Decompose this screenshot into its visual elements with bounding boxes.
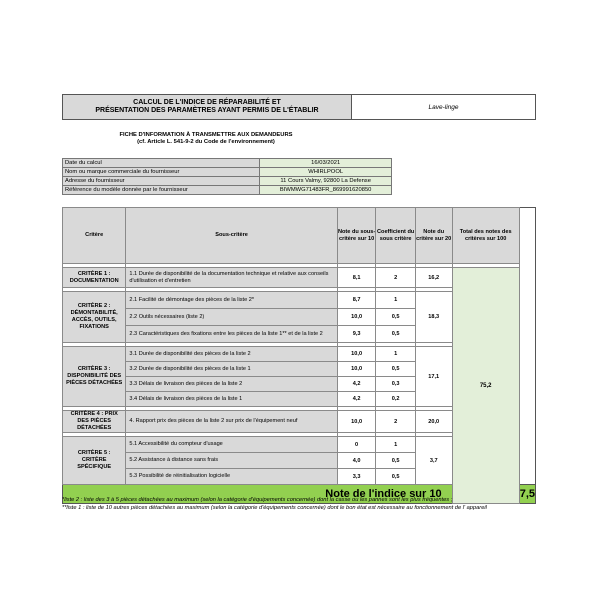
info-value: 16/03/2021 — [260, 159, 392, 168]
criterion-3-label: CRITÈRE 3 : DISPONIBILITÉ DES PIÈCES DÉTACHÉES — [63, 347, 126, 407]
sub-criterion-coef: 1 — [376, 347, 415, 362]
sub-criterion-label: 3.3 Délais de livraison des pièces de la liste 2 — [126, 377, 337, 392]
col-header-coef: Coefficient du sous critère — [376, 208, 415, 264]
footnote-liste-1: **liste 1 : liste de 10 autres pièces détachées au maximum (selon la catégorie d'équipements concernée) dont le bon état est nécessaire au fonctionnement de l' appareil — [62, 504, 487, 511]
sub-criterion-coef: 0,3 — [376, 377, 415, 392]
info-row — [63, 168, 392, 177]
col-header-sous-critere: Sous-critère — [126, 208, 337, 264]
sub-criterion-note: 10,0 — [337, 309, 376, 326]
header-table — [62, 94, 536, 120]
sub-criterion-label: 3.2 Durée de disponibilité des pièces de la liste 1 — [126, 362, 337, 377]
criterion-5-label: CRITÈRE 5 : CRITÈRE SPÉCIFIQUE — [63, 437, 126, 485]
sub-criterion-note: 10,0 — [337, 362, 376, 377]
criterion-4-score: 20,0 — [415, 411, 452, 433]
final-score-value: 7,5 — [519, 485, 535, 504]
subtitle-line-2: (cf. Article L. 541-9-2 du Code de l'environnement) — [137, 139, 275, 145]
document-title — [63, 95, 352, 120]
sub-criterion-label: 3.1 Durée de disponibilité des pièces de la liste 2 — [126, 347, 337, 362]
product-type: Lave-linge — [352, 95, 536, 120]
sub-criterion-note: 4,0 — [337, 453, 376, 469]
info-value: WHIRLPOOL — [260, 168, 392, 177]
criterion-1-score: 16,2 — [415, 268, 452, 288]
sub-criterion-coef: 1 — [376, 437, 415, 453]
info-label: Référence du modèle donnée par le fournisseur — [63, 186, 260, 195]
sub-criterion-coef: 2 — [376, 411, 415, 433]
title-line-1: CALCUL DE L'INDICE DE RÉPARABILITÉ ET — [133, 98, 281, 106]
sub-criterion-label: 2.1 Facilité de démontage des pièces de la liste 2* — [126, 292, 337, 309]
sub-criterion-note: 10,0 — [337, 411, 376, 433]
col-header-total: Total des notes des critères sur 100 — [452, 208, 519, 264]
sub-criterion-note: 9,3 — [337, 326, 376, 343]
info-row — [63, 159, 392, 168]
col-header-note-critere: Note du critère sur 20 — [415, 208, 452, 264]
sub-criterion-note: 0 — [337, 437, 376, 453]
sub-criterion-coef: 1 — [376, 292, 415, 309]
sub-criterion-label: 1.1 Durée de disponibilité de la documentation technique et relative aux conseils d'utilisation et d'entretien — [126, 268, 337, 288]
sub-criterion-coef: 0,5 — [376, 469, 415, 485]
sub-criterion-note: 4,2 — [337, 392, 376, 407]
info-row — [63, 177, 392, 186]
sub-criterion-note: 3,3 — [337, 469, 376, 485]
footnote-liste-2: *liste 2 : liste des 3 à 5 pièces détachées au maximum (selon la catégorie d'équipements concernée) dont la casse ou les pannes sont les plus fréquentes ; — [62, 497, 453, 503]
sub-criterion-label: 5.3 Possibilité de réinitialisation logicielle — [126, 469, 337, 485]
title-line-2: PRÉSENTATION DES PARAMÈTRES AYANT PERMIS DE L'ÉTABLIR — [95, 107, 319, 114]
sub-criterion-note: 8,1 — [337, 268, 376, 288]
sub-criterion-label: 2.3 Caractéristiques des fixations entre les pièces de la liste 1** et de la liste 2 — [126, 326, 337, 343]
criterion-4-label: CRITÈRE 4 : PRIX DES PIÈCES DÉTACHÉES — [63, 411, 126, 433]
subtitle — [62, 132, 350, 146]
info-value: BIWMWG71483FR_869991620850 — [260, 186, 392, 195]
criterion-2-label: CRITÈRE 2 : DÉMONTABILITÉ, ACCÈS, OUTILS, FIXATIONS — [63, 292, 126, 343]
final-score-label: Note de l'indice sur 10 — [63, 485, 453, 504]
sub-criterion-note: 8,7 — [337, 292, 376, 309]
criterion-2-score: 18,3 — [415, 292, 452, 343]
criterion-5-score: 3,7 — [415, 437, 452, 485]
info-label: Adresse du fournisseur — [63, 177, 260, 186]
info-value: 11 Cours Valmy, 92800 La Defense — [260, 177, 392, 186]
sub-criterion-coef: 0,5 — [376, 326, 415, 343]
criterion-3-score: 17,1 — [415, 347, 452, 407]
sub-criterion-note: 4,2 — [337, 377, 376, 392]
sub-criterion-coef: 0,5 — [376, 309, 415, 326]
repairability-table — [62, 207, 536, 504]
col-header-critere: Critère — [63, 208, 126, 264]
supplier-info-table — [62, 158, 392, 195]
footnotes — [62, 497, 538, 512]
table-row — [63, 268, 536, 288]
subtitle-line-1: FICHE D'INFORMATION À TRANSMETTRE AUX DEMANDEURS — [119, 132, 293, 138]
sub-criterion-coef: 2 — [376, 268, 415, 288]
info-label: Nom ou marque commerciale du fournisseur — [63, 168, 260, 177]
sub-criterion-note: 10,0 — [337, 347, 376, 362]
sub-criterion-label: 5.2 Assistance à distance sans frais — [126, 453, 337, 469]
sub-criterion-coef: 0,5 — [376, 362, 415, 377]
info-row — [63, 186, 392, 195]
criterion-1-label: CRITÈRE 1 : DOCUMENTATION — [63, 268, 126, 288]
sub-criterion-label: 4. Rapport prix des pièces de la liste 2 sur prix de l'équipement neuf — [126, 411, 337, 433]
col-header-note-sous: Note du sous-critère sur 10 — [337, 208, 376, 264]
sub-criterion-label: 3.4 Délais de livraison des pièces de la liste 1 — [126, 392, 337, 407]
sub-criterion-coef: 0,5 — [376, 453, 415, 469]
sub-criterion-label: 2.2 Outils nécessaires (liste 2) — [126, 309, 337, 326]
sub-criterion-label: 5.1 Accessibilité du compteur d'usage — [126, 437, 337, 453]
sub-criterion-coef: 0,2 — [376, 392, 415, 407]
info-label: Date du calcul — [63, 159, 260, 168]
total-score: 75,2 — [452, 268, 519, 504]
table-header-row — [63, 208, 536, 264]
